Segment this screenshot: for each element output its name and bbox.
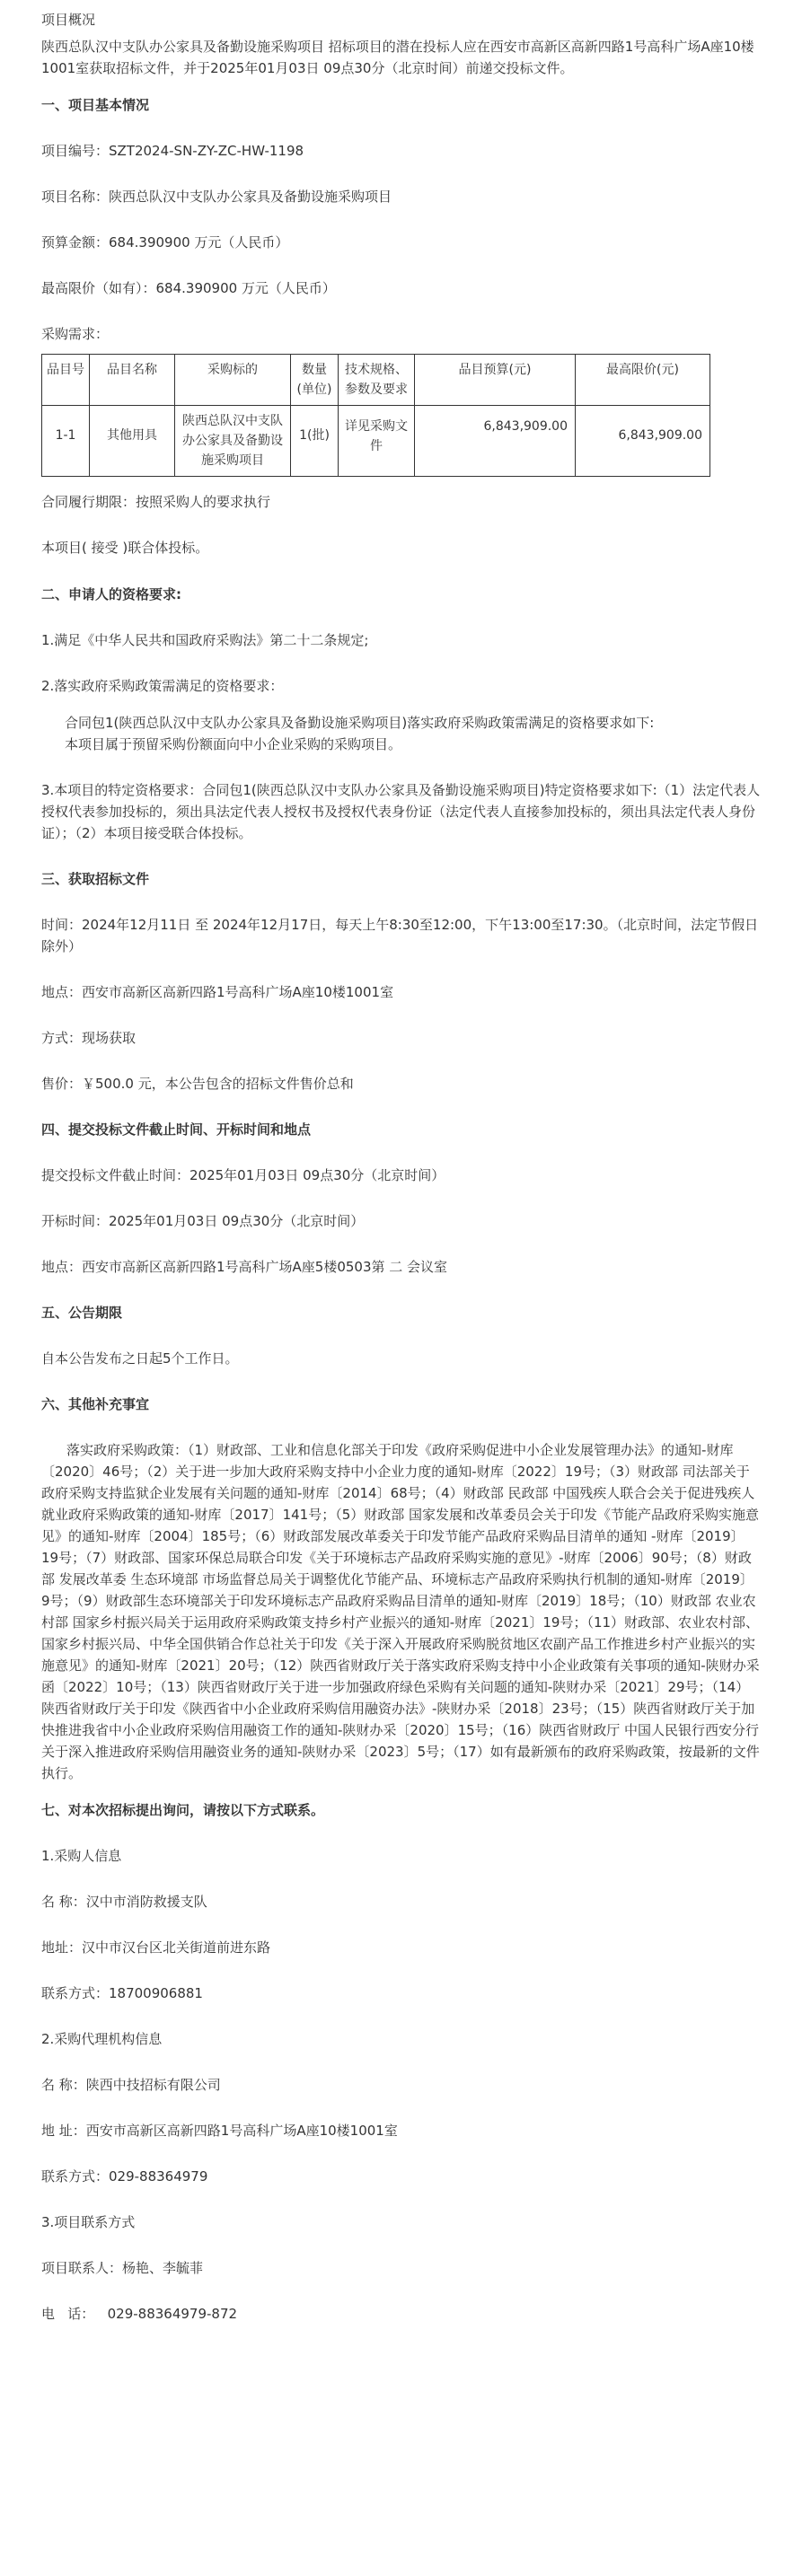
- qualification-item-3: 3.本项目的特定资格要求：合同包1(陕西总队汉中支队办公家具及备勤设施采购项目)特定资格要求如下:（1）法定代表人授权代表参加投标的，须出具法定代表人授权书及授权代表身份证（法定代表人直接参加投标的，须出具法定代表人身份证）；（2）本项目接受联合体投标。: [41, 782, 761, 841]
- agency-contact: 联系方式：029-88364979: [41, 2168, 208, 2185]
- obtain-time: 时间：2024年12月11日 至 2024年12月17日，每天上午8:30至12:00，下午13:00至17:30。（北京时间，法定节假日除外）: [41, 917, 759, 954]
- purchaser-contact: 联系方式：18700906881: [41, 1985, 203, 2001]
- opening-time: 开标时间：2025年01月03日 09点30分（北京时间）: [41, 1213, 365, 1229]
- contract-period: 合同履行期限：按照采购人的要求执行: [41, 494, 271, 510]
- section2-heading: 二、申请人的资格要求:: [41, 586, 181, 602]
- cell-item-name: 其他用具: [90, 406, 175, 477]
- header-item-budget: 品目预算(元): [415, 355, 576, 406]
- header-quantity: 数量(单位): [291, 355, 339, 406]
- demand-label: 采购需求：: [41, 326, 110, 342]
- cell-item-budget: 6,843,909.00: [415, 406, 576, 477]
- header-spec: 技术规格、参数及要求: [339, 355, 415, 406]
- procurement-table: [41, 354, 710, 477]
- header-item-name: 品目名称: [90, 355, 175, 406]
- cell-item-no: 1-1: [42, 406, 90, 477]
- consortium-note: 本项目( 接受 )联合体投标。: [41, 540, 209, 556]
- project-number: 项目编号：SZT2024-SN-ZY-ZC-HW-1198: [41, 143, 304, 159]
- obtain-method: 方式：现场获取: [41, 1030, 137, 1046]
- qualification-item-2-detail-2: 本项目属于预留采购份额面向中小企业采购的采购项目。: [65, 736, 402, 752]
- section5-heading: 五、公告期限: [41, 1305, 123, 1321]
- obtain-place: 地点：西安市高新区高新四路1号高科广场A座10楼1001室: [41, 984, 394, 1000]
- section4-heading: 四、提交投标文件截止时间、开标时间和地点: [41, 1121, 312, 1138]
- max-price: 最高限价（如有）：684.390900 万元（人民币）: [41, 280, 336, 296]
- agency-name: 名 称：陕西中技招标有限公司: [41, 2077, 221, 2093]
- qualification-item-1: 1.满足《中华人民共和国政府采购法》第二十二条规定;: [41, 632, 369, 648]
- cell-max-price: 6,843,909.00: [576, 406, 710, 477]
- cell-target: 陕西总队汉中支队办公家具及备勤设施采购项目: [175, 406, 291, 477]
- submission-deadline: 提交投标文件截止时间：2025年01月03日 09点30分（北京时间）: [41, 1167, 445, 1183]
- qualification-item-2: 2.落实政府采购政策需满足的资格要求：: [41, 678, 284, 694]
- section3-heading: 三、获取招标文件: [41, 871, 150, 887]
- header-max-price: 最高限价(元): [576, 355, 710, 406]
- overview-heading: 项目概况: [41, 12, 96, 28]
- project-phone: 电 话： 029-88364979-872: [41, 2306, 238, 2322]
- policy-text: 落实政府采购政策：（1）财政部、工业和信息化部关于印发《政府采购促进中小企业发展管理办法》的通知-财库〔2020〕46号；（2）关于进一步加大政府采购支持中小企业力度的通知-财库〔2022〕19号；（3）财政部 司法部关于政府采购支持监狱企业发展有关问题的通知-财库〔2014〕68号；（4）财政部 民政部 中国残疾人联合会关于促进残疾人就业政府采购政策的通知-财库〔2017〕141号；（5）财政部 国家发展和改革委员会关于印发《节能产品政府采购实施意见》的通知-财库〔2004〕185号；（6）财政部发展改革委关于印发节能产品政府采购品目清单的通知 -财库〔2019〕19号；（7）财政部、国家环保总局联合印发《关于环境标志产品政府采购实施的意见》-财库〔2006〕90号；（8）财政部 发展改革委 生态环境部 市场监督总局关于调整优化节能产品、环境标志产品政府采购执行机制的通知-财库〔2019〕9号；（9）财政部生态环境部关于印发环境标志产品政府采购品目清单的通知-财库〔2019〕18号；（10）财政部 农业农村部 国家乡村振兴局关于运用政府采购政策支持乡村产业振兴的通知-财库〔2021〕19号；（11）财政部、农业农村部、国家乡村振兴局、中华全国供销合作总社关于印发《关于深入开展政府采购脱贫地区农副产品工作推进乡村产业振兴的实施意见》的通知-财库〔2021〕20号；（12）陕西省财政厅关于落实政府采购支持中小企业政策有关事项的通知-陕财办采函〔2022〕10号；（13）陕西省财政厅关于进一步加强政府绿色采购有关问题的通知-陕财办采〔2021〕29号；（14）陕西省财政厅关于印发《陕西省中小企业政府采购信用融资办法》-陕财办采〔2018〕23号；（15）陕西省财政厅关于加快推进我省中小企业政府采购信用融资工作的通知-陕财办采〔2020〕15号；（16）陕西省财政厅 中国人民银行西安分行关于深入推进政府采购信用融资业务的通知-陕财办采〔2023〕5号；（17）如有最新颁布的政府采购政策，按最新的文件执行。: [41, 1442, 760, 1781]
- purchaser-address: 地址：汉中市汉台区北关街道前进东路: [41, 1939, 271, 1956]
- agency-address: 地 址：西安市高新区高新四路1号高科广场A座10楼1001室: [41, 2123, 398, 2139]
- header-item-no: 品目号: [42, 355, 90, 406]
- project-contact-person: 项目联系人：杨艳、李毓菲: [41, 2260, 204, 2276]
- notice-period: 自本公告发布之日起5个工作日。: [41, 1350, 239, 1367]
- section1-heading: 一、项目基本情况: [41, 97, 150, 113]
- budget-amount: 预算金额：684.390900 万元（人民币）: [41, 234, 289, 251]
- table-header-row: [42, 355, 710, 406]
- table-row: [42, 406, 710, 477]
- cell-spec: 详见采购文件: [339, 406, 415, 477]
- document-price: 售价：￥500.0 元，本公告包含的招标文件售价总和: [41, 1076, 354, 1092]
- cell-quantity: 1(批): [291, 406, 339, 477]
- header-target: 采购标的: [175, 355, 291, 406]
- purchaser-name: 名 称：汉中市消防救援支队: [41, 1894, 207, 1910]
- project-name: 项目名称：陕西总队汉中支队办公家具及备勤设施采购项目: [41, 189, 392, 205]
- overview-text: 陕西总队汉中支队办公家具及备勤设施采购项目 招标项目的潜在投标人应在西安市高新区高新四路1号高科广场A座10楼1001室获取招标文件，并于2025年01月03日 09点30分（北京时间）前递交投标文件。: [41, 39, 754, 76]
- opening-place: 地点：西安市高新区高新四路1号高科广场A座5楼0503第 二 会议室: [41, 1259, 448, 1275]
- section7-heading: 七、对本次招标提出询问，请按以下方式联系。: [41, 1802, 325, 1818]
- purchaser-title: 1.采购人信息: [41, 1848, 122, 1864]
- section6-heading: 六、其他补充事宜: [41, 1396, 150, 1412]
- agency-title: 2.采购代理机构信息: [41, 2031, 163, 2047]
- qualification-item-2-detail-1: 合同包1(陕西总队汉中支队办公家具及备勤设施采购项目)落实政府采购政策需满足的资格要求如下:: [65, 715, 655, 731]
- project-contact-title: 3.项目联系方式: [41, 2214, 136, 2230]
